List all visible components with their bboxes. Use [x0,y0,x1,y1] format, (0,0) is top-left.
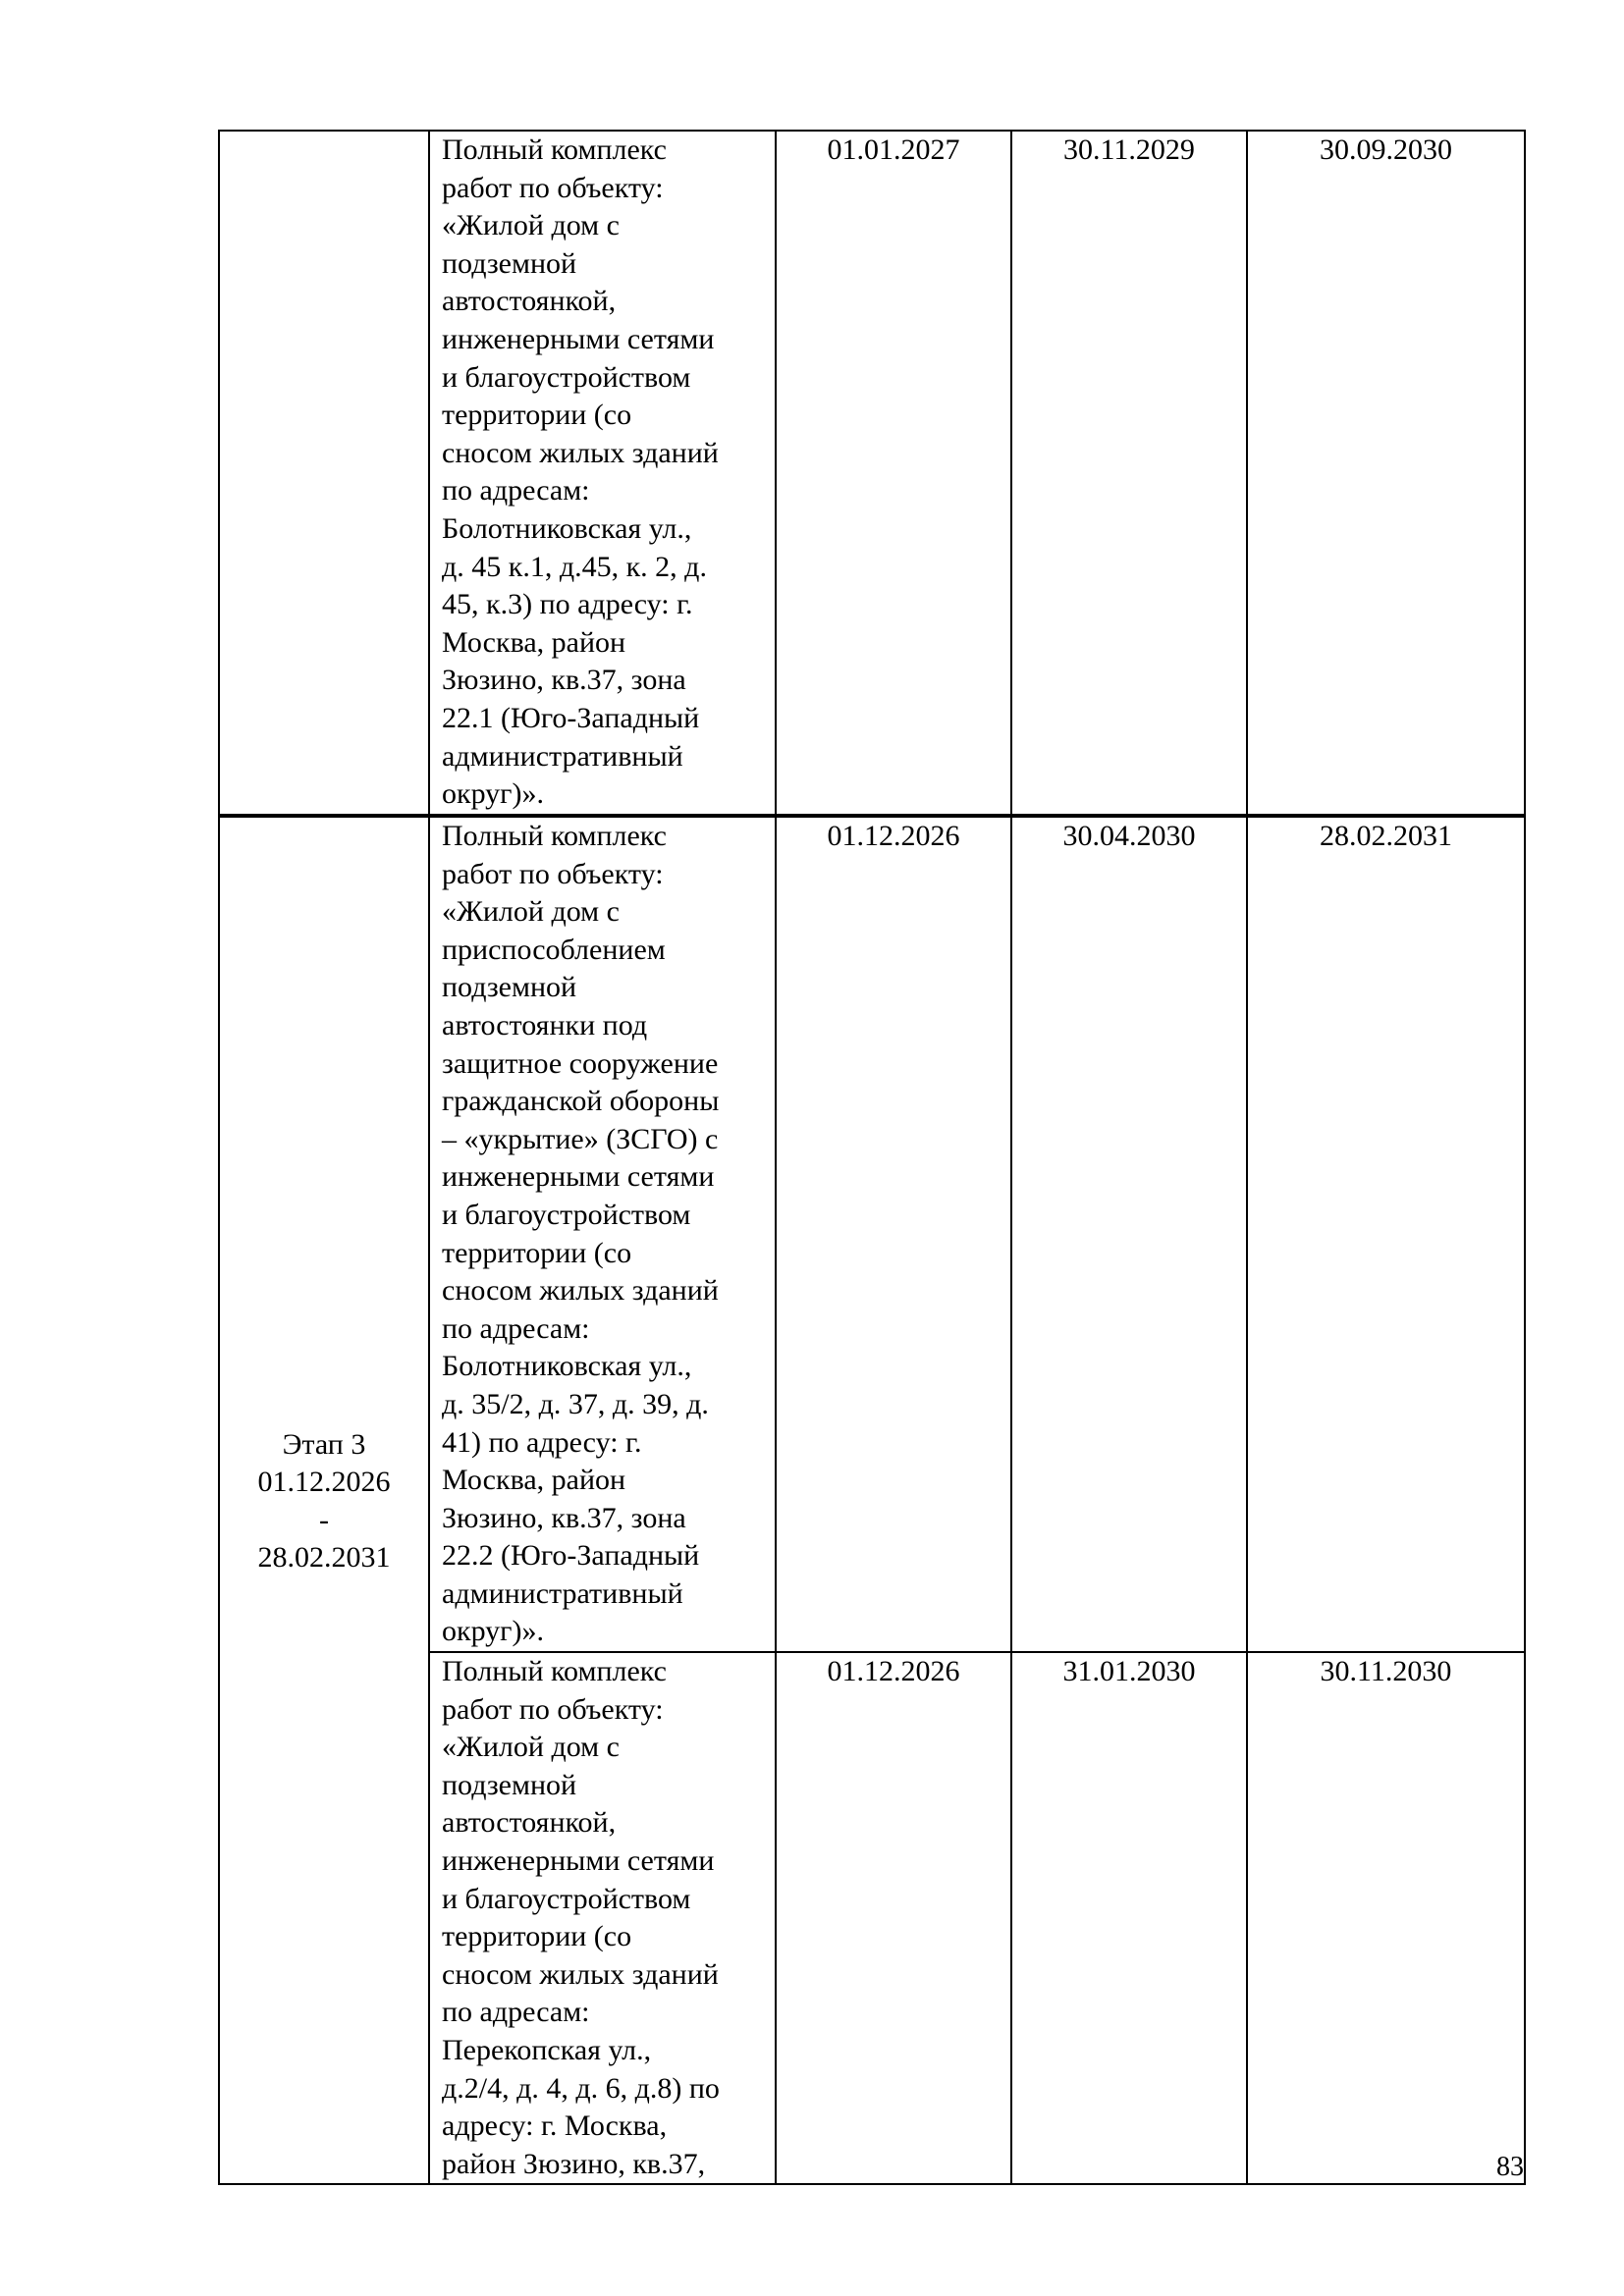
page-number: 83 [1496,2152,1524,2182]
description-cell [429,1652,776,2184]
description-line: работ по объекту: [442,1692,664,1726]
description-line: подземной [442,1768,577,1801]
table-row [219,131,1525,816]
stage-start-date: 01.12.2026 [257,1466,391,1499]
stage-cell-empty [219,131,429,816]
start-date-cell: 01.12.2026 [776,816,1011,1652]
description-line: инженерными сетями [442,1844,715,1878]
description-line: автостоянки под [442,1008,648,1041]
description-line: сносом жилых зданий [442,436,719,469]
description-line: д. 45 к.1, д.45, к. 2, д. [442,550,707,583]
description-line: Полный комплекс [442,133,667,166]
description-cell [429,816,776,1652]
description-line: сносом жилых зданий [442,1957,719,1991]
description-line: территории (со [442,1236,632,1269]
mid-date-cell: 30.11.2029 [1011,131,1247,816]
description-line: гражданской обороны [442,1085,720,1118]
description-line: район Зюзино, кв.37, [442,2147,706,2180]
description-line: сносом жилых зданий [442,1274,719,1308]
mid-date-cell: 31.01.2030 [1011,1652,1247,2184]
description-line: округ)». [442,1615,544,1648]
description-line: д.2/4, д. 4, д. 6, д.8) по [442,2071,720,2105]
description-line: «Жилой дом с [442,895,620,929]
description-line: Зюзино, кв.37, зона [442,1501,686,1534]
description-line: защитное сооружение [442,1046,719,1080]
description-line: приспособлением [442,933,666,966]
description-line: округ)». [442,777,544,811]
stage-cell [219,816,429,2184]
description-line: автостоянкой, [442,1806,617,1840]
description-line: «Жилой дом с [442,209,620,242]
description-line: инженерными сетями [442,1160,715,1194]
start-date-cell: 01.12.2026 [776,1652,1011,2184]
table-row [219,816,1525,1652]
description-line: и благоустройством [442,1198,691,1231]
description-line: подземной [442,971,577,1004]
description-line: подземной [442,246,577,280]
description-line: Болотниковская ул., [442,1350,692,1383]
description-line: «Жилой дом с [442,1731,620,1764]
description-line: Полный комплекс [442,820,667,852]
description-line: д. 35/2, д. 37, д. 39, д. [442,1387,709,1420]
description-line: 22.1 (Юго-Западный [442,701,700,734]
description-line: Перекопская ул., [442,2034,652,2066]
description-line: Зюзино, кв.37, зона [442,664,686,697]
end-date-cell: 28.02.2031 [1247,816,1525,1652]
stage-title: Этап 3 [282,1427,366,1461]
description-line: 41) по адресу: г. [442,1425,642,1459]
description-line: адресу: г. Москва, [442,2109,668,2143]
description-line: и благоустройством [442,1882,691,1915]
description-line: 45, к.3) по адресу: г. [442,588,693,621]
end-date-cell: 30.09.2030 [1247,131,1525,816]
description-line: территории (со [442,399,632,432]
description-line: – «укрытие» (ЗСГО) с [442,1122,719,1155]
description-line: по адресам: [442,1996,590,2029]
description-line: административный [442,1576,683,1610]
description-line: и благоустройством [442,360,691,394]
mid-date-cell: 30.04.2030 [1011,816,1247,1652]
description-line: работ по объекту: [442,857,664,890]
stage-end-date: 28.02.2031 [257,1541,391,1575]
start-date-cell: 01.01.2027 [776,131,1011,816]
description-line: административный [442,739,683,773]
schedule-table [218,130,1526,2185]
description-line: Москва, район [442,1464,626,1497]
description-line: Москва, район [442,625,626,659]
description-cell [429,131,776,816]
description-line: территории (со [442,1920,632,1953]
description-line: Болотниковская ул., [442,511,692,545]
description-line: Полный комплекс [442,1655,667,1688]
description-line: по адресам: [442,474,590,507]
description-line: по адресам: [442,1311,590,1345]
end-date-cell: 30.11.2030 [1247,1652,1525,2184]
description-line: автостоянкой, [442,285,617,318]
description-line: работ по объекту: [442,171,664,204]
stage-separator: - [319,1503,329,1536]
description-line: 22.2 (Юго-Западный [442,1539,700,1573]
description-line: инженерными сетями [442,322,715,355]
